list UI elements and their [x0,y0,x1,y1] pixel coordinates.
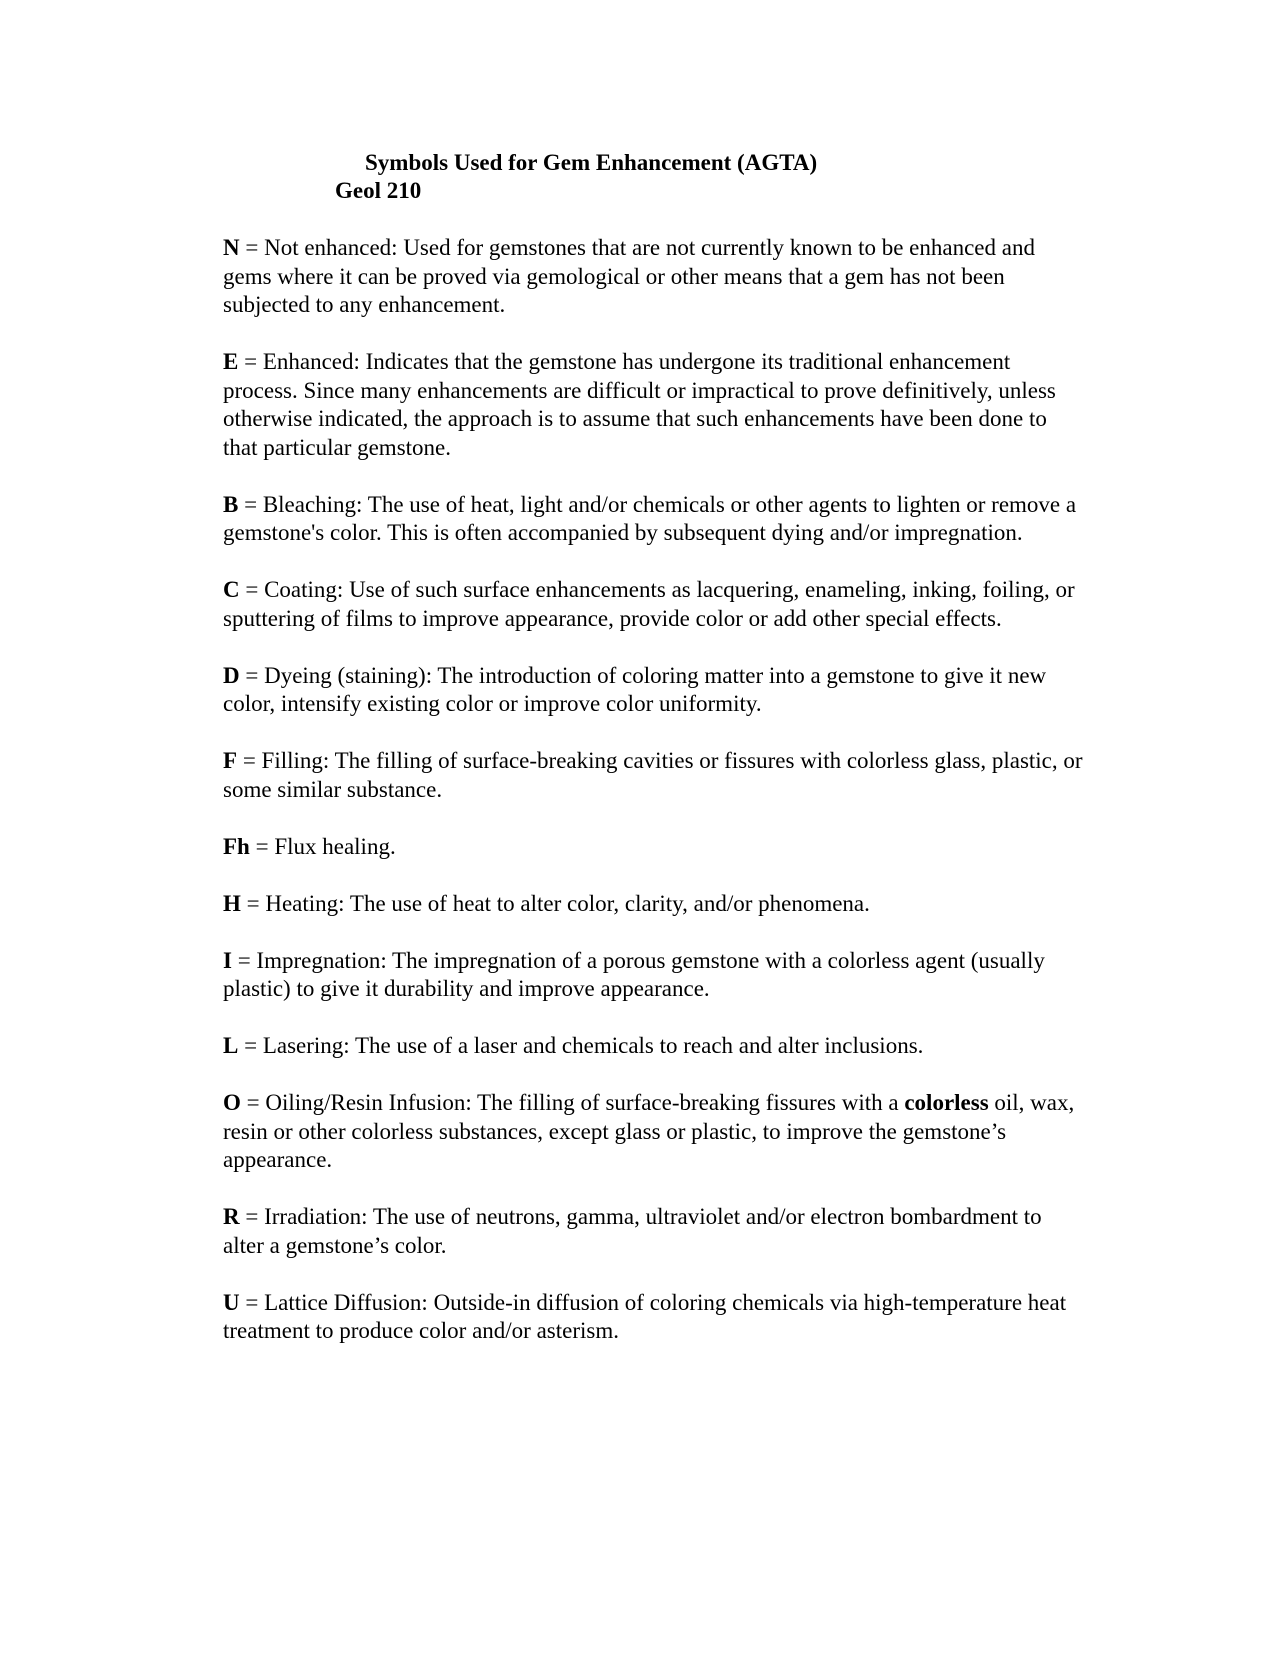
symbol-entry-b [223,491,1083,548]
symbol-entry-h [223,890,1083,919]
symbol-entry-fh [223,833,1083,862]
symbol-code: H [223,890,241,916]
symbol-entry-i [223,947,1083,1004]
symbol-description: = Coating: Use of such surface enhancements as lacquering, enameling, inking, foiling, or sputtering of films to improve appearance, provide color or add other special effects. [223,577,1075,631]
symbol-entry-r [223,1203,1083,1260]
symbol-entry-f [223,747,1083,804]
symbol-code: Fh [223,833,250,859]
symbol-entry-u [223,1289,1083,1346]
symbol-description: = Lattice Diffusion: Outside-in diffusion of coloring chemicals via high-temperature heat treatment to produce color and/or asterism. [223,1289,1067,1343]
symbol-description: = Dyeing (staining): The introduction of coloring matter into a gemstone to give it new color, intensify existing color or improve color uniformity. [223,662,1047,716]
symbol-code: U [223,1289,240,1315]
symbol-entry-c [223,576,1083,633]
symbol-code: C [223,577,240,602]
symbol-entry-n [223,234,1083,320]
symbol-code: O [223,1090,241,1115]
symbol-description: = Not enhanced: Used for gemstones that are not currently known to be enhanced and gems where it can be proved via gemological or other means that a gem has not been subjected to any enhancement. [223,235,1035,317]
symbol-code: D [223,662,240,688]
symbol-code: F [223,748,238,773]
symbol-description: = Lasering: The use of a laser and chemicals to reach and alter inclusions. [238,1033,924,1058]
symbol-description-end: oil, wax, resin or other colorless substances, except glass or plastic, to improve the gemstone’s appearance. [223,1090,1075,1172]
document-title: Symbols Used for Gem Enhancement (AGTA) [365,150,818,175]
symbol-description: = Enhanced: Indicates that the gemstone has undergone its traditional enhancement process. Since many enhancements are difficult or impractical to prove definitively, unless otherwise indicated, the approach is to assume that such enhancements have been done to that particular gemstone. [223,349,1056,460]
course-label: Geol 210 [335,178,422,203]
symbol-code: L [223,1033,239,1058]
symbol-code: R [223,1204,240,1229]
symbol-description: = Impregnation: The impregnation of a porous gemstone with a colorless agent (usually plastic) to give it durability and improve appearance. [223,947,1045,1001]
symbol-description: = Flux healing. [249,833,396,859]
symbol-entry-d [223,662,1083,719]
symbol-entry-l [223,1032,1083,1061]
symbol-code: B [223,491,239,517]
symbol-description-start: = Oiling/Resin Infusion: The filling of surface-breaking fissures with a [240,1090,905,1115]
emphasized-word: colorless [904,1090,989,1115]
symbol-description: = Heating: The use of heat to alter color, clarity, and/or phenomena. [240,890,870,916]
symbol-description: = Irradiation: The use of neutrons, gamma, ultraviolet and/or electron bombardment to alter a gemstone’s color. [223,1204,1042,1258]
symbol-entry-e [223,348,1083,462]
symbol-code: N [223,235,240,260]
symbol-code: I [223,947,232,973]
symbol-description: = Filling: The filling of surface-breaking cavities or fissures with colorless glass, plastic, or some similar substance. [223,748,1083,802]
symbol-entry-o [223,1089,1083,1175]
symbol-code: E [223,349,239,374]
symbol-list [223,234,1083,1374]
symbol-description: = Bleaching: The use of heat, light and/or chemicals or other agents to lighten or remove a gemstone's color. This is often accompanied by subsequent dying and/or impregnation. [223,491,1077,545]
